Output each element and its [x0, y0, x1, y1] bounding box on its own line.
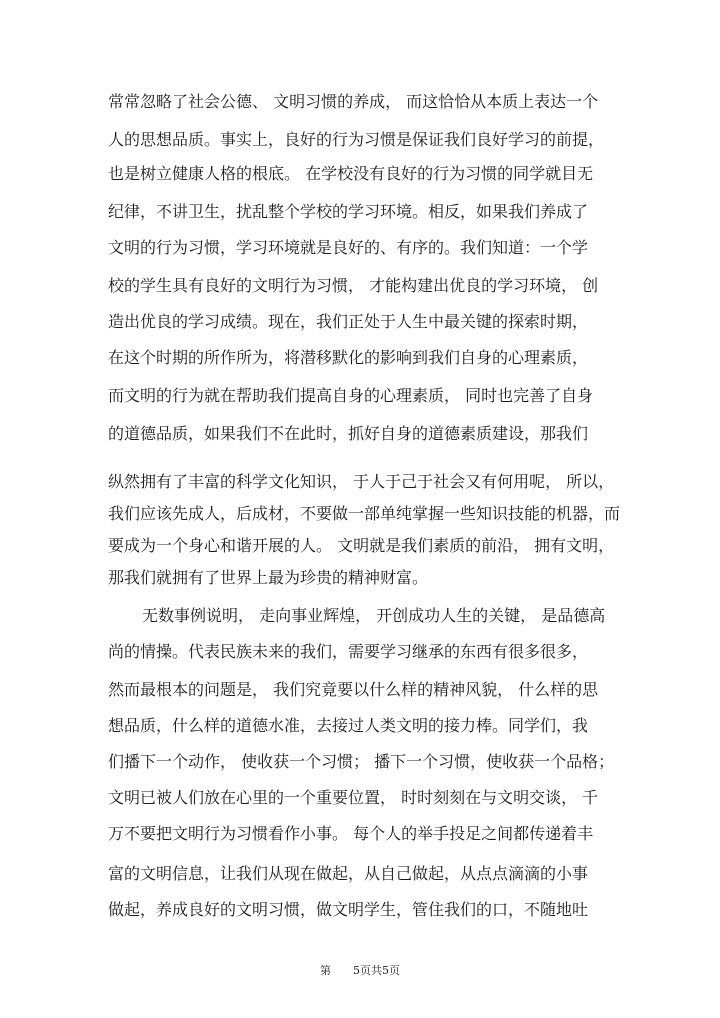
text-line: 要成为一个身心和谐开展的人。 文明就是我们素质的前沿， 拥有文明， [108, 536, 615, 555]
text-line: 纵然拥有了丰富的科学文化知识， 于人于己于社会又有何用呢， 所以， [108, 472, 615, 491]
paragraph-first-line: 无数事例说明， 走向事业辉煌， 开创成功人生的关键， 是品德高 [142, 606, 606, 625]
text-line: 万不要把文明行为习惯看作小事。 每个人的举手投足之间都传递着丰 [108, 824, 594, 843]
text-line: 在这个时期的所作所为，将潜移默化的影响到我们自身的心理素质， [108, 348, 589, 367]
text-line: 富的文明信息，让我们从现在做起，从自己做起，从点点滴滴的小事 [108, 864, 589, 883]
page-footer [0, 962, 720, 978]
text-line: 文明已被人们放在心里的一个重要位置， 时时刻刻在与文明交谈， 千 [108, 788, 599, 807]
text-line: 人的思想品质。事实上，良好的行为习惯是保证我们良好学习的前提， [108, 130, 605, 149]
page-number: 5页共5页 [353, 964, 400, 977]
text-line: 我们应该先成人，后成材，不要做一部单纯掌握一些知识技能的机器，而 [108, 504, 621, 523]
text-line: 文明的行为习惯，学习环境就是良好的、有序的。我们知道：一个学 [108, 238, 589, 257]
text-line: 常常忽略了社会公德、 文明习惯的养成， 而这恰恰从本质上表达一个 [108, 92, 599, 111]
footer-prefix: 第 [320, 964, 331, 977]
text-line: 的道德品质，如果我们不在此时，抓好自身的道德素质建设，那我们 [108, 424, 589, 443]
text-line: 而文明的行为就在帮助我们提高自身的心理素质， 同时也完善了自身 [108, 386, 594, 405]
text-line: 也是树立健康人格的根底。 在学校没有良好的行为习惯的同学就目无 [108, 164, 594, 183]
text-line: 校的学生具有良好的文明行为习惯， 才能构建出优良的学习环境， 创 [108, 276, 599, 295]
text-line: 造出优良的学习成绩。现在，我们正处于人生中最关键的探索时期， [108, 312, 589, 331]
text-line: 纪律，不讲卫生，扰乱整个学校的学习环境。相反，如果我们养成了 [108, 202, 589, 221]
text-line: 想品质，什么样的道德水准，去接过人类文明的接力棒。同学们，我 [108, 716, 589, 735]
text-line: 们播下一个动作， 使收获一个习惯； 播下一个习惯，使收获一个品格； [108, 752, 615, 771]
text-line: 做起，养成良好的文明习惯，做文明学生，管住我们的口，不随地吐 [108, 900, 589, 919]
text-line: 那我们就拥有了世界上最为珍贵的精神财富。 [108, 568, 429, 587]
text-line: 然而最根本的问题是， 我们究竟要以什么样的精神风貌， 什么样的思 [108, 680, 599, 699]
text-line: 尚的情操。代表民族未来的我们，需要学习继承的东西有很多很多， [108, 642, 589, 661]
